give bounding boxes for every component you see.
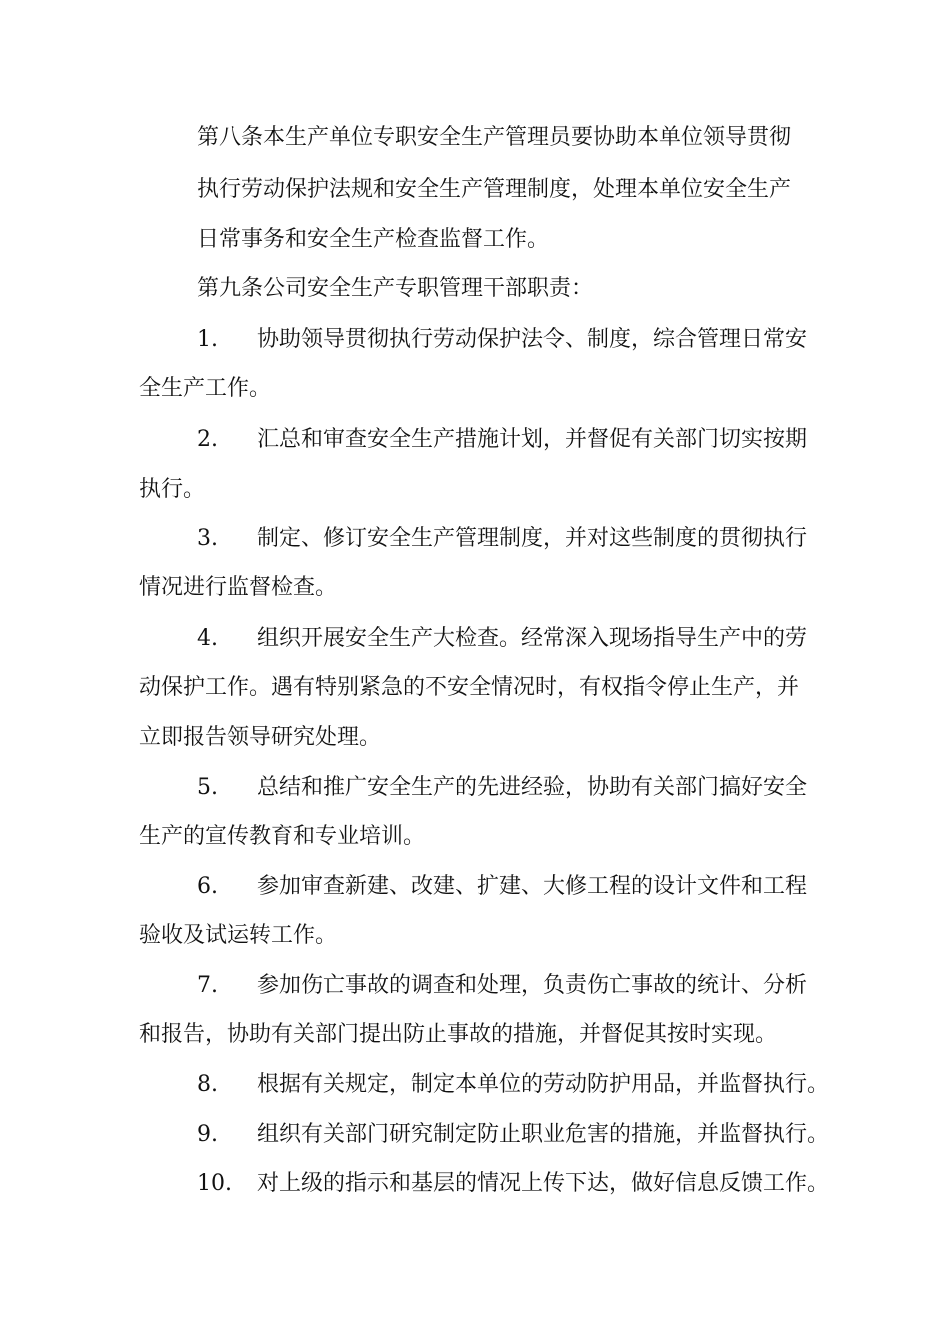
item-number: 7. [197, 973, 218, 998]
list-item [197, 624, 877, 654]
list-item [197, 1070, 877, 1100]
item-text: 根据有关规定，制定本单位的劳动防护用品，并监督执行。 [257, 1072, 830, 1097]
list-item [197, 1120, 877, 1150]
item-text: 参加伤亡事故的调查和处理，负责伤亡事故的统计、分析 [257, 973, 808, 998]
item-continuation: 生产的宣传教育和专业培训。 [139, 824, 426, 849]
item-text: 协助领导贯彻执行劳动保护法令、制度，综合管理日常安 [257, 327, 808, 352]
item-text: 汇总和审查安全生产措施计划，并督促有关部门切实按期 [257, 427, 808, 452]
article8-line: 第八条本生产单位专职安全生产管理员要协助本单位领导贯彻 [197, 125, 792, 150]
item-number: 3. [197, 526, 218, 551]
item-continuation: 和报告，协助有关部门提出防止事故的措施，并督促其按时实现。 [139, 1022, 778, 1047]
article8-line: 执行劳动保护法规和安全生产管理制度，处理本单位安全生产 [197, 177, 792, 202]
item-number: 10. [197, 1171, 232, 1196]
list-item [197, 325, 877, 355]
item-number: 2. [197, 427, 218, 452]
item-number: 9. [197, 1122, 218, 1147]
item-text: 组织有关部门研究制定防止职业危害的措施，并监督执行。 [257, 1122, 830, 1147]
item-continuation: 执行。 [139, 477, 206, 502]
item-text: 制定、修订安全生产管理制度，并对这些制度的贯彻执行 [257, 526, 808, 551]
item-continuation: 验收及试运转工作。 [139, 923, 338, 948]
list-item [197, 425, 877, 455]
item-text: 组织开展安全生产大检查。经常深入现场指导生产中的劳 [257, 626, 808, 651]
item-number: 1. [197, 327, 218, 352]
item-number: 4. [197, 626, 218, 651]
item-number: 5. [197, 775, 218, 800]
item-text: 总结和推广安全生产的先进经验，协助有关部门搞好安全 [257, 775, 808, 800]
item-number: 6. [197, 874, 218, 899]
article8-line: 日常事务和安全生产检查监督工作。 [197, 227, 550, 252]
item-continuation: 动保护工作。遇有特别紧急的不安全情况时，有权指令停止生产，并 [139, 675, 800, 700]
item-text: 参加审查新建、改建、扩建、大修工程的设计文件和工程 [257, 874, 808, 899]
article9-heading: 第九条公司安全生产专职管理干部职责： [197, 276, 594, 301]
list-item [197, 971, 877, 1001]
item-continuation: 立即报告领导研究处理。 [139, 725, 382, 750]
item-text: 对上级的指示和基层的情况上传下达，做好信息反馈工作。 [257, 1171, 830, 1196]
list-item [197, 1169, 877, 1199]
item-continuation: 全生产工作。 [139, 376, 272, 401]
list-item [197, 773, 877, 803]
list-item [197, 872, 877, 902]
item-number: 8. [197, 1072, 218, 1097]
list-item [197, 524, 877, 554]
item-continuation: 情况进行监督检查。 [139, 575, 338, 600]
